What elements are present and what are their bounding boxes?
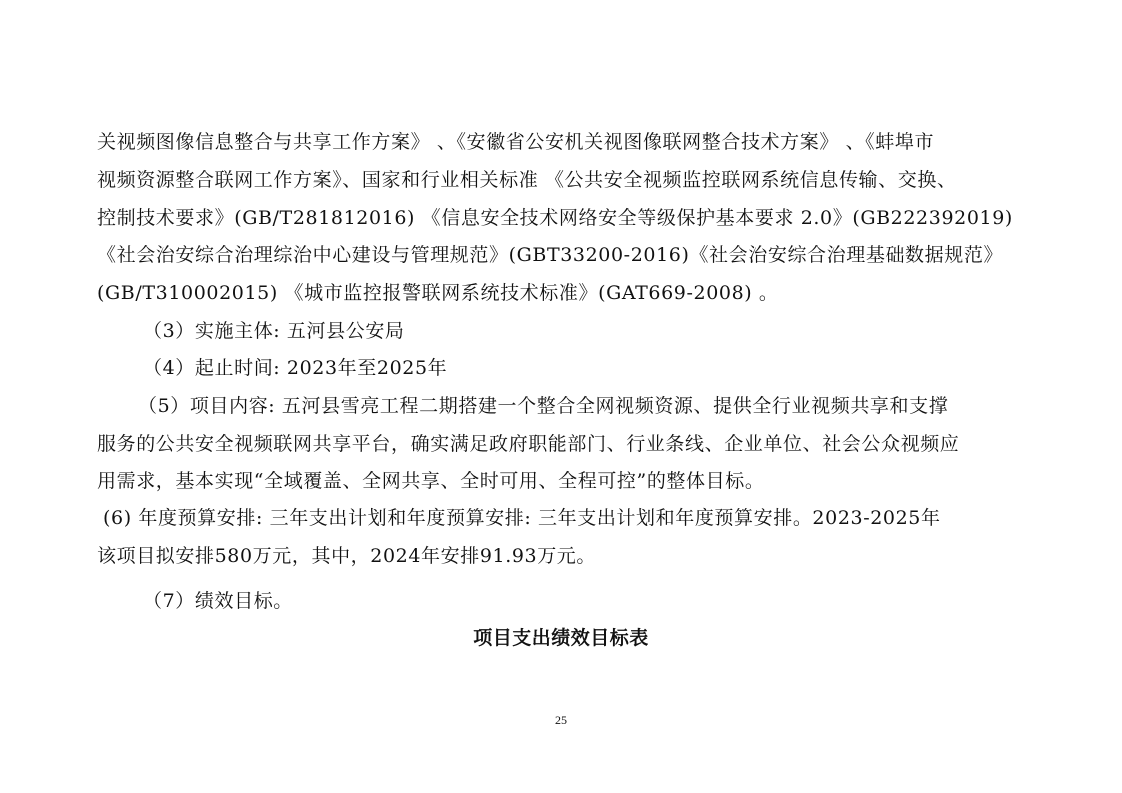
- item-5-project-content: （5）项目内容: 五河县雪亮工程二期搭建一个整合全网视频资源、提供全行业视频共享和支撑: [138, 395, 949, 417]
- table-title: 项目支出绩效目标表: [473, 627, 649, 649]
- item-4-period: （4）起止时间: 2023年至2025年: [143, 357, 448, 379]
- item-7-performance-target: （7）绩效目标。: [143, 590, 293, 612]
- item-3-implementing-body: （3）实施主体: 五河县公安局: [143, 320, 405, 342]
- body-line-10: 用需求，基本实现“全域覆盖、全网共享、全时可用、全程可控”的整体目标。: [97, 470, 765, 492]
- body-line-1: 关视频图像信息整合与共享工作方案》 、《安徽省公安机关视图像联网整合技术方案》 、《蚌埠市: [97, 131, 935, 153]
- page-number: 25: [555, 713, 567, 727]
- body-line-5: (GB/T310002015) 《城市监控报警联网系统技术标准》(GAT669-2008) 。: [97, 282, 779, 304]
- body-line-2: 视频资源整合联网工作方案》、国家和行业相关标准 《公共安全视频监控联网系统信息传输、交换、: [97, 169, 957, 191]
- item-6-annual-budget: (6) 年度预算安排: 三年支出计划和年度预算安排: 三年支出计划和年度预算安排。2023-2025年: [103, 507, 941, 529]
- body-line-12: 该项目拟安排580万元，其中，2024年安排91.93万元。: [97, 545, 597, 567]
- body-line-9: 服务的公共安全视频联网共享平台，确实满足政府职能部门、行业条线、企业单位、社会公众视频应: [97, 433, 960, 455]
- body-line-3: 控制技术要求》(GB/T281812016) 《信息安全技术网络安全等级保护基本要求 2.0》(GB222392019): [97, 207, 1013, 229]
- body-line-4: 《社会治安综合治理综治中心建设与管理规范》(GBT33200-2016)《社会治安综合治理基础数据规范》: [97, 244, 1004, 266]
